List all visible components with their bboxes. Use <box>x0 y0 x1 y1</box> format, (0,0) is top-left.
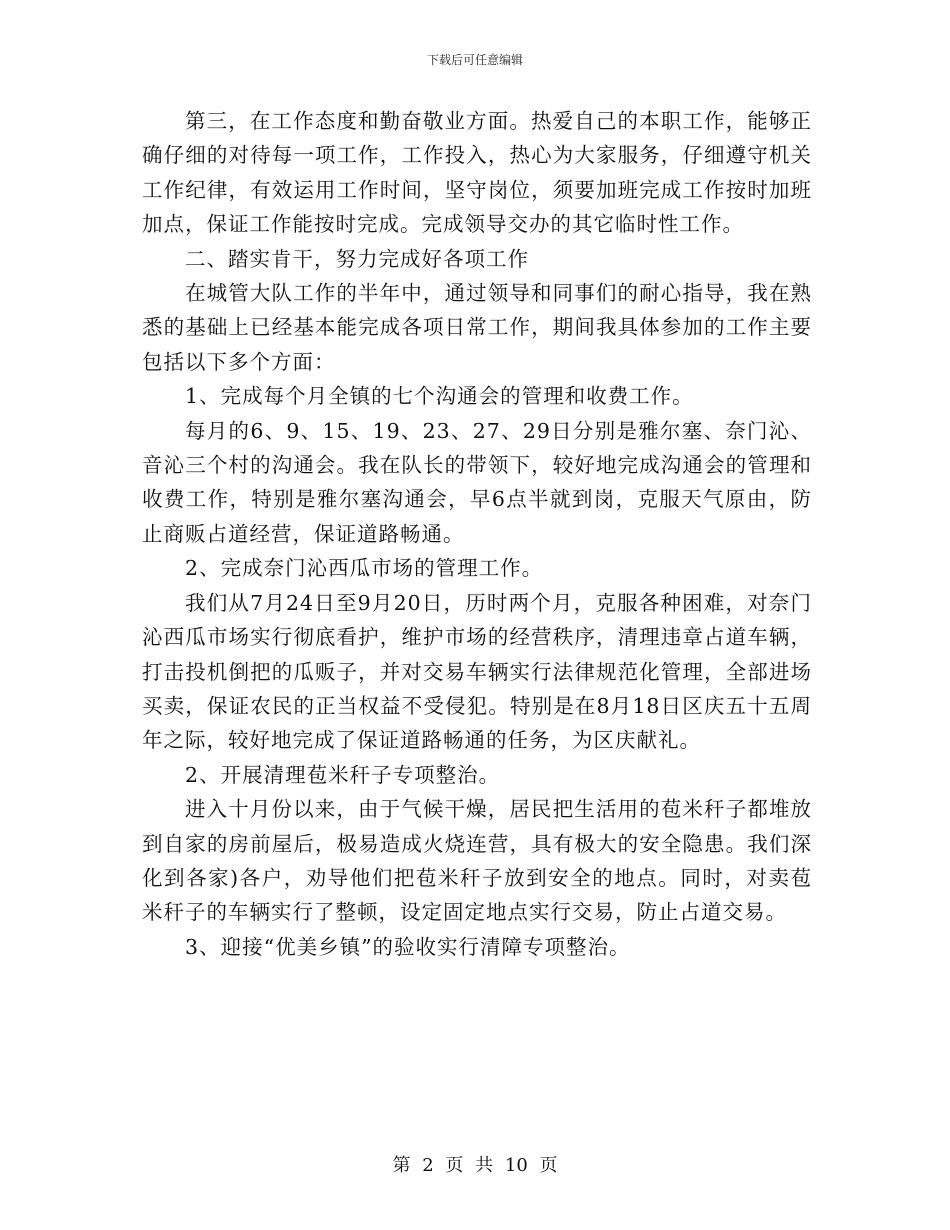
footer-current-page: 2 <box>422 1155 434 1176</box>
paragraph-corn-stalks: 进入十月份以来，由于气候干燥，居民把生活用的苞米秆子都堆放到自家的房前屋后，极易造成火烧连营，具有极大的安全隐患。我们深化到各家)各户，劝导他们把苞米秆子放到安全的地点。同时，对卖苞米秆子的车辆实行了整顿，设定固定地点实行交易，防止占道交易。 <box>142 797 812 925</box>
paragraph-attitude: 第三，在工作态度和勤奋敬业方面。热爱自己的本职工作，能够正确仔细的对待每一项工作，工作投入，热心为大家服务，仔细遵守机关工作纪律，有效运用工作时间，坚守岗位，须要加班完成工作按时加班加点，保证工作能按时完成。完成领导交办的其它临时性工作。 <box>142 109 812 237</box>
document-body <box>142 104 812 964</box>
footer-prefix: 第 <box>392 1155 411 1176</box>
footer-page-word: 页 <box>445 1155 464 1176</box>
page-header: 下载后可任意编辑 <box>426 53 523 67</box>
item-heading-1: 1、完成每个月全镇的七个沟通会的管理和收费工作。 <box>185 384 694 409</box>
paragraph-meetings: 每月的6、9、15、19、23、27、29日分别是雅尔塞、奈门沁、音沁三个村的沟通会。我在队长的带领下，较好地完成沟通会的管理和收费工作，特别是雅尔塞沟通会，早6点半就到岗，克服天气原由，防止商贩占道经营，保证道路畅通。 <box>142 418 812 546</box>
footer-suffix: 页 <box>539 1155 558 1176</box>
item-heading-2b: 2、开展清理苞米秆子专项整治。 <box>185 762 501 787</box>
page-footer <box>0 1154 950 1178</box>
section-heading-2: 二、踏实肯干，努力完成好各项工作 <box>185 246 530 271</box>
item-heading-2a: 2、完成奈门沁西瓜市场的管理工作。 <box>185 556 544 581</box>
item-heading-3: 3、迎接“优美乡镇”的验收实行清障专项整治。 <box>185 934 631 959</box>
footer-total-label: 共 <box>475 1155 494 1176</box>
footer-total-pages: 10 <box>504 1155 528 1176</box>
paragraph-market: 我们从7月24日至9月20日，历时两个月，克服各种困难，对奈门沁西瓜市场实行彻底看护，维护市场的经营秩序，清理违章占道车辆，打击投机倒把的瓜贩子，并对交易车辆实行法律规范化管理，全部进场买卖，保证农民的正当权益不受侵犯。特别是在8月18日区庆五十五周年之际，较好地完成了保证道路畅通的任务，为区庆献礼。 <box>142 590 812 753</box>
paragraph-intro: 在城管大队工作的半年中，通过领导和同事们的耐心指导，我在熟悉的基础上已经基本能完成各项日常工作，期间我具体参加的工作主要包括以下多个方面： <box>142 281 812 374</box>
